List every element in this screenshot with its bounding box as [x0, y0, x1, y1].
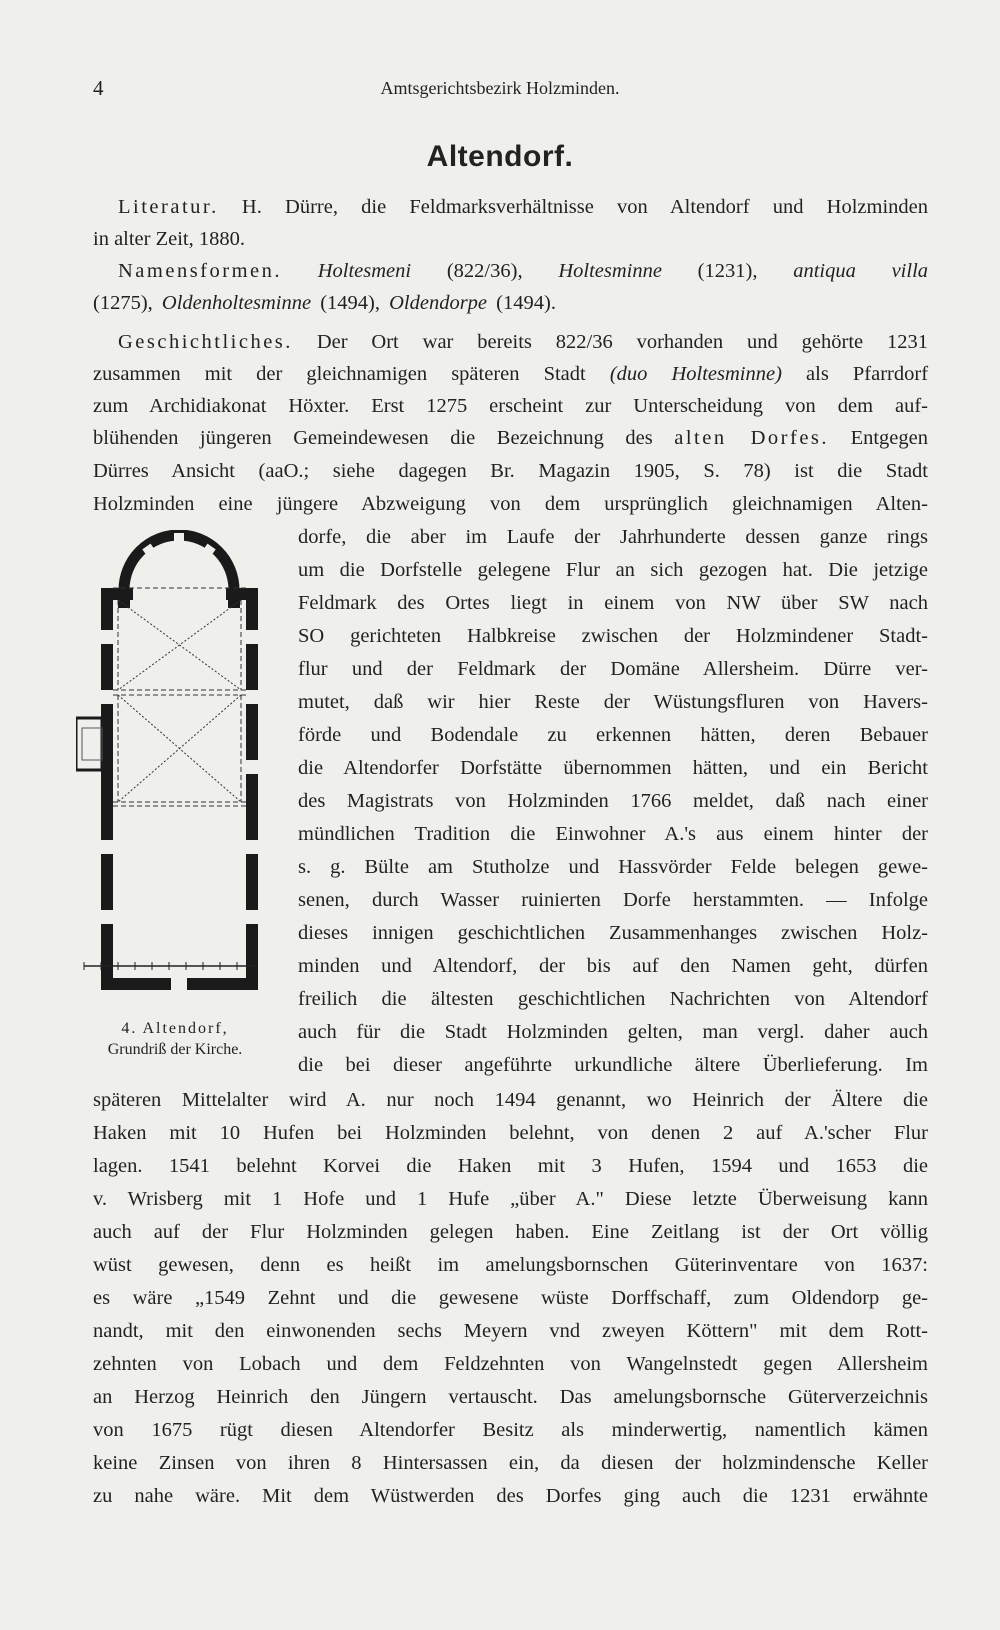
body-line: Haken mit 10 Hufen bei Holzminden belehnt, von denen 2 auf A.'scher Flur — [93, 1122, 928, 1144]
running-title: Amtsgerichtsbezirk Holzminden. — [380, 78, 620, 98]
wrapped-line: auch für die Stadt Holzminden gelten, man vergl. daher auch — [298, 1021, 928, 1043]
wrapped-line: mündlichen Tradition die Einwohner A.'s aus einem hinter der — [298, 823, 928, 845]
literature-line-1 — [118, 197, 928, 218]
wrapped-line: dorfe, die aber im Laufe der Jahrhunderte dessen ganze rings — [298, 526, 928, 548]
history-text: zusammen mit der gleichnamigen späteren Stadt — [93, 363, 586, 385]
page-number: 4 — [93, 76, 104, 100]
history-line-5: Dürres Ansicht (aaO.; siehe dagegen Br. Magazin 1905, S. 78) ist die Stadt — [93, 460, 928, 482]
west-wall — [101, 588, 113, 990]
names-line-2 — [93, 293, 556, 314]
church-floor-plan-figure — [76, 530, 286, 1000]
body-line: späteren Mittelalter wird A. nur noch 1494 genannt, wo Heinrich der Ältere die — [93, 1089, 928, 1111]
literature-text: H. Dürre, die Feldmarksverhältnisse von Altendorf und Holzminden — [241, 196, 928, 218]
names-label: Namensformen. — [118, 260, 282, 282]
wrapped-line: um die Dorfstelle gelegene Flur an sich gezogen hat. Die jetzige — [298, 559, 928, 581]
wrapped-line: mutet, daß wir hier Reste der Wüstungsfluren von Havers- — [298, 691, 928, 713]
name-form: Holtesmeni — [317, 260, 412, 282]
body-line: v. Wrisberg mit 1 Hofe und 1 Hufe „über A." Diese letzte Überweisung kann — [93, 1188, 928, 1210]
history-line-1 — [118, 332, 928, 353]
history-emphasis: alten Dorfes. — [674, 427, 830, 449]
body-line: keine Zinsen von ihren 8 Hintersassen ein, da diesen der holzmindensche Keller — [93, 1452, 928, 1474]
name-form: Oldenholtesminne — [161, 292, 312, 314]
wrapped-line: des Magistrats von Holzminden 1766 meldet, daß nach einer — [298, 790, 928, 812]
wrapped-line: flur und der Feldmark der Domäne Allersheim. Dürre ver- — [298, 658, 928, 680]
wrapped-line: freilich die ältesten geschichtlichen Nachrichten von Altendorf — [298, 988, 928, 1010]
body-line: zu nahe wäre. Mit dem Wüstwerden des Dorfes ging auch die 1231 erwähnte — [93, 1485, 928, 1507]
body-line: nandt, mit den einwonenden sechs Meyern vnd zweyen Köttern" mit dem Rott- — [93, 1320, 928, 1342]
vault-lines — [113, 588, 246, 806]
body-line: es wäre „1549 Zehnt und die gewesene wüste Dorffschaff, zum Oldendorp ge- — [93, 1287, 928, 1309]
section-title: Altendorf. — [426, 140, 574, 173]
history-text: blühenden jüngeren Gemeindewesen die Bezeichnung des — [93, 427, 653, 449]
name-form: antiqua — [793, 260, 856, 282]
wrapped-line: SO gerichteten Halbkreise zwischen der Holzmindener Stadt- — [298, 625, 928, 647]
names-line-1 — [118, 261, 928, 282]
figure-caption-number: 4. Altendorf, — [121, 1020, 229, 1037]
name-date: (1275), — [93, 292, 153, 314]
vault-diagonals — [118, 600, 241, 802]
name-date: (822/36), — [446, 260, 523, 282]
history-line-6: Holzminden eine jüngere Abzweigung von dem ursprünglich gleichnamigen Alten- — [93, 493, 928, 515]
body-line: an Herzog Heinrich den Jüngern vertauscht. Das amelungsbornsche Güterverzeichnis — [93, 1386, 928, 1408]
side-porch — [76, 718, 102, 770]
wrapped-line: minden und Altendorf, der bis auf den Namen geht, dürfen — [298, 955, 928, 977]
wrapped-line: die bei dieser angeführte urkundliche ältere Überlieferung. Im — [298, 1054, 928, 1076]
history-line-3: zum Archidiakonat Höxter. Erst 1275 erscheint zur Unterscheidung von dem auf- — [93, 395, 928, 417]
wrapped-line: s. g. Bülte am Stutholze und Hassvörder Felde belegen gewe- — [298, 856, 928, 878]
name-date: (1231), — [697, 260, 758, 282]
figure-caption — [80, 1018, 270, 1060]
history-line-4 — [93, 428, 928, 449]
figure-caption-text: Grundriß der Kirche. — [107, 1041, 243, 1058]
body-line: von 1675 rügt diesen Altendorfer Besitz als minderwertig, namentlich kämen — [93, 1419, 928, 1441]
history-label: Geschichtliches. — [118, 331, 293, 353]
east-wall — [246, 588, 258, 990]
name-form: villa — [891, 260, 929, 282]
history-latin-term: (duo Holtesminne) — [609, 363, 782, 385]
wrapped-line: dieses innigen geschichtlichen Zusammenhanges zwischen Holz- — [298, 922, 928, 944]
history-line-2 — [93, 364, 928, 385]
body-line: lagen. 1541 belehnt Korvei die Haken mit 3 Hufen, 1594 und 1653 die — [93, 1155, 928, 1177]
wrapped-line: Feldmark des Ortes liegt in einem von NW über SW nach — [298, 592, 928, 614]
wrapped-line: die Altendorfer Dorfstätte übernommen hätten, und ein Bericht — [298, 757, 928, 779]
literature-line-2: in alter Zeit, 1880. — [93, 228, 245, 250]
body-line: zehnten von Lobach und dem Feldzehnten von Wangelnstedt gegen Allersheim — [93, 1353, 928, 1375]
literature-label: Literatur. — [118, 196, 219, 218]
body-line: wüst gewesen, denn es heißt im amelungsbornschen Güterinventare von 1637: — [93, 1254, 928, 1276]
body-line: auch auf der Flur Holzminden gelegen haben. Eine Zeitlang ist der Ort völlig — [93, 1221, 928, 1243]
history-text: Entgegen — [850, 427, 928, 449]
name-date: (1494). — [496, 292, 556, 314]
page-header — [0, 76, 1000, 106]
name-form: Oldendorpe — [389, 292, 488, 314]
wrapped-line: senen, durch Wasser ruinierten Dorfe herstammten. — Infolge — [298, 889, 928, 911]
history-text: als Pfarrdorf — [806, 363, 929, 385]
name-date: (1494), — [320, 292, 380, 314]
wrapped-line: förde und Bodendale zu erkennen hätten, deren Bebauer — [298, 724, 928, 746]
name-form: Holtesminne — [558, 260, 662, 282]
church-plan-drawing — [76, 533, 258, 990]
history-text: Der Ort war bereits 822/36 vorhanden und gehörte 1231 — [316, 331, 929, 353]
